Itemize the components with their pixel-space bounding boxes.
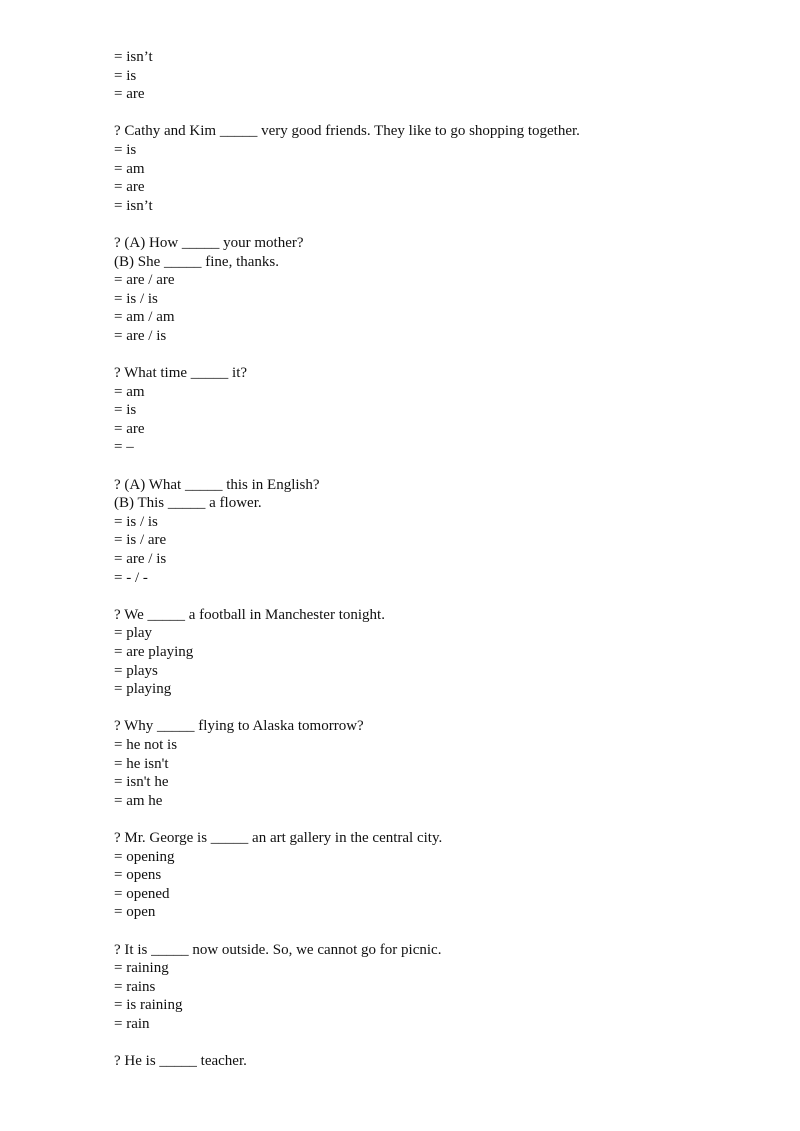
answer-option: = is bbox=[114, 141, 137, 158]
answer-option: = opening bbox=[114, 848, 175, 865]
worksheet-page bbox=[114, 48, 754, 1071]
answer-option: = he not is bbox=[114, 736, 178, 753]
answer-option: = are / is bbox=[114, 327, 167, 344]
question-block bbox=[114, 1052, 754, 1071]
answer-option: = playing bbox=[114, 681, 172, 698]
question-block bbox=[114, 941, 754, 1034]
question-text: ? He is _____ teacher. bbox=[114, 1053, 247, 1070]
answer-option: = are / are bbox=[114, 272, 175, 289]
answer-option: = is raining bbox=[114, 997, 183, 1014]
answer-option: = is / is bbox=[114, 290, 158, 307]
answer-option: = am bbox=[114, 160, 145, 177]
answer-option: = - / - bbox=[114, 569, 148, 586]
question-block bbox=[114, 606, 754, 699]
answer-option: = rain bbox=[114, 1015, 150, 1032]
answer-option: = plays bbox=[114, 662, 158, 679]
question-text: ? (A) What _____ this in English? bbox=[114, 476, 320, 493]
question-text: ? It is _____ now outside. So, we cannot go for picnic. bbox=[114, 941, 442, 958]
answer-option: = isn't he bbox=[114, 774, 169, 791]
answer-option: = are playing bbox=[114, 644, 194, 660]
answer-option: = raining bbox=[114, 960, 169, 977]
lead-options bbox=[114, 48, 754, 104]
answer-option: = isn’t bbox=[114, 49, 153, 65]
spacer bbox=[114, 922, 754, 941]
answer-option: = is / is bbox=[114, 513, 158, 530]
answer-option: = he isn't bbox=[114, 755, 169, 772]
question-text: ? What time _____ it? bbox=[114, 365, 248, 382]
answer-option: = am he bbox=[114, 792, 163, 809]
question-text: ? (A) How _____ your mother? bbox=[114, 234, 304, 251]
question-block bbox=[114, 364, 754, 457]
answer-option: = – bbox=[114, 439, 134, 456]
answer-option: = am bbox=[114, 383, 145, 400]
question-text: ? Cathy and Kim _____ very good friends. They like to go shopping together. bbox=[114, 123, 580, 140]
answer-option: = is bbox=[114, 67, 137, 84]
spacer bbox=[114, 810, 754, 829]
question-text: (B) This _____ a flower. bbox=[114, 495, 262, 512]
spacer bbox=[114, 104, 754, 123]
spacer bbox=[114, 587, 754, 606]
answer-option: = rains bbox=[114, 978, 156, 995]
spacer bbox=[114, 215, 754, 234]
question-text: ? Why _____ flying to Alaska tomorrow? bbox=[114, 718, 364, 735]
answer-option: = are bbox=[114, 179, 145, 196]
answer-option: = is / are bbox=[114, 532, 167, 549]
answer-option: = opened bbox=[114, 885, 170, 902]
question-block bbox=[114, 717, 754, 810]
answer-option: = opens bbox=[114, 867, 162, 884]
answer-option: = isn’t bbox=[114, 197, 153, 214]
question-text: ? We _____ a football in Manchester tonight. bbox=[114, 606, 385, 623]
question-block bbox=[114, 829, 754, 922]
spacer bbox=[114, 1033, 754, 1052]
answer-option: = is bbox=[114, 402, 137, 419]
question-block bbox=[114, 476, 754, 588]
answer-option: = are bbox=[114, 420, 145, 437]
answer-option: = open bbox=[114, 904, 156, 921]
question-text: ? Mr. George is _____ an art gallery in the central city. bbox=[114, 829, 443, 846]
spacer bbox=[114, 699, 754, 718]
answer-option: = are / is bbox=[114, 551, 167, 568]
spacer bbox=[114, 457, 754, 476]
question-block bbox=[114, 234, 754, 346]
question-text: (B) She _____ fine, thanks. bbox=[114, 253, 279, 270]
answer-option: = am / am bbox=[114, 309, 175, 326]
answer-option: = are bbox=[114, 86, 145, 103]
spacer bbox=[114, 346, 754, 365]
question-block bbox=[114, 122, 754, 215]
answer-option: = play bbox=[114, 625, 153, 642]
